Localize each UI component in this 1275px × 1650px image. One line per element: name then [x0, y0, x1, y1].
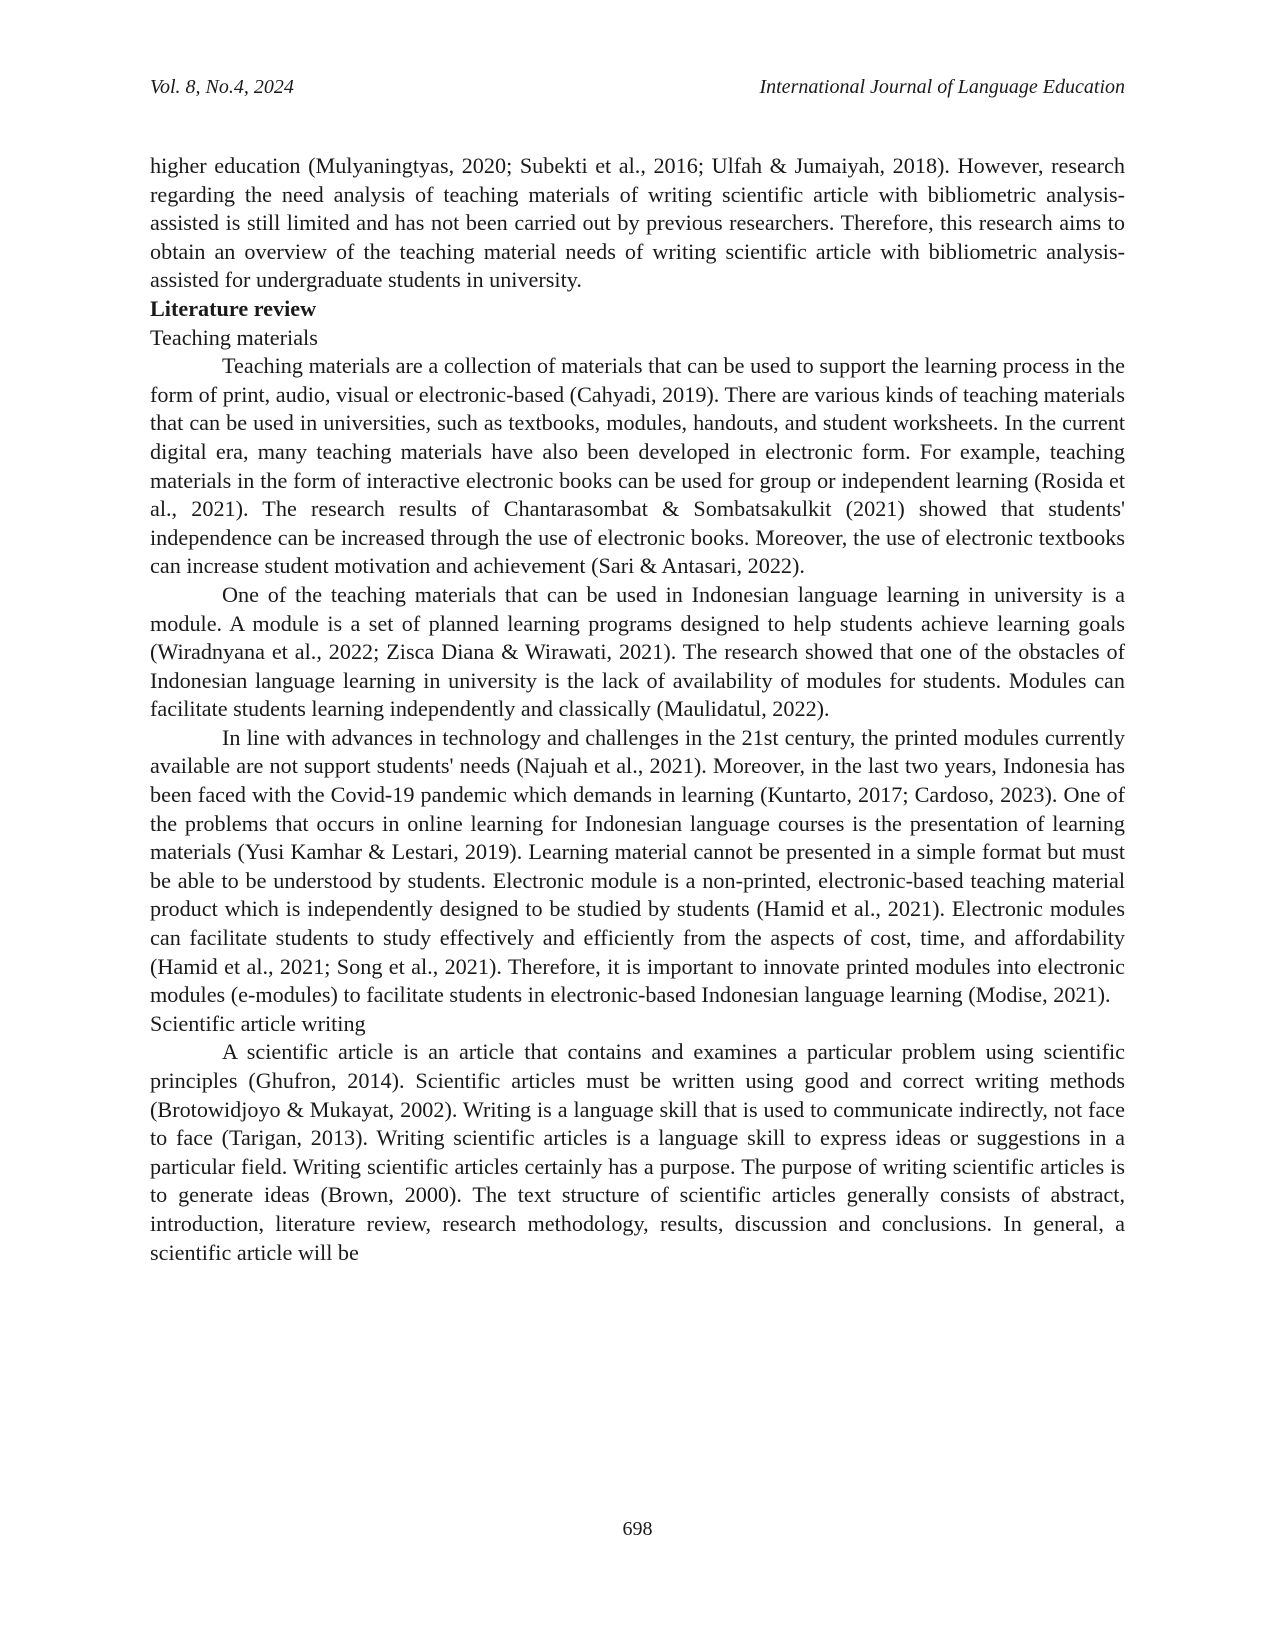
intro-paragraph: higher education (Mulyaningtyas, 2020; Subekti et al., 2016; Ulfah & Jumaiyah, 2018). However, research regarding the need analysis of teaching materials of writing scientific article with bibliometric analysis-assisted is still limited and has not been carried out by previous researchers. Therefore, this research aims to obtain an overview of the teaching material needs of writing scientific article with bibliometric analysis-assisted for undergraduate students in university.	[150, 153, 1125, 293]
subsection-heading-scientific-article-writing: Scientific article writing	[150, 1010, 366, 1036]
running-header-journal: International Journal of Language Education	[759, 76, 1125, 98]
paragraph: A scientific article is an article that contains and examines a particular problem using scientific principles (Ghufron, 2014). Scientific articles must be written using good and correct writing methods (Brotowidjoyo & Mukayat, 2002). Writing is a language skill that is used to communicate indirectly, not face to face (Tarigan, 2013). Writing scientific articles is a language skill to express ideas or suggestions in a particular field. Writing scientific articles certainly has a purpose. The purpose of writing scientific articles is to generate ideas (Brown, 2000). The text structure of scientific articles generally consists of abstract, introduction, literature review, research methodology, results, discussion and conclusions. In general, a scientific article will be	[150, 1039, 1125, 1265]
page-number: 698	[622, 1518, 653, 1540]
page-body	[150, 152, 1125, 1267]
paragraph: One of the teaching materials that can be used in Indonesian language learning in university is a module. A module is a set of planned learning programs designed to help students achieve learning goals (Wiradnyana et al., 2022; Zisca Diana & Wirawati, 2021). The research showed that one of the obstacles of Indonesian language learning in university is the lack of availability of modules for students. Modules can facilitate students learning independently and classically (Maulidatul, 2022).	[150, 581, 1125, 722]
running-header-volume: Vol. 8, No.4, 2024	[150, 76, 294, 98]
paragraph: Teaching materials are a collection of materials that can be used to support the learning process in the form of print, audio, visual or electronic-based (Cahyadi, 2019). There are various kinds of teaching materials that can be used in universities, such as textbooks, modules, handouts, and student worksheets. In the current digital era, many teaching materials have also been developed in electronic form. For example, teaching materials in the form of interactive electronic books can be used for group or independent learning (Rosida et al., 2021). The research results of Chantarasombat & Sombatsakulkit (2021) showed that students' independence can be increased through the use of electronic books. Moreover, the use of electronic textbooks can increase student motivation and achievement (Sari & Antasari, 2022).	[150, 353, 1125, 579]
paragraph: In line with advances in technology and challenges in the 21st century, the printed modules currently available are not support students' needs (Najuah et al., 2021). Moreover, in the last two years, Indonesia has been faced with the Covid-19 pandemic which demands in learning (Kuntarto, 2017; Cardoso, 2023). One of the problems that occurs in online learning for Indonesian language courses is the presentation of learning materials (Yusi Kamhar & Lestari, 2019). Learning material cannot be presented in a simple format but must be able to be understood by students. Electronic module is a non-printed, electronic-based teaching material product which is independently designed to be studied by students (Hamid et al., 2021). Electronic modules can facilitate students to study effectively and efficiently from the aspects of cost, time, and affordability (Hamid et al., 2021; Song et al., 2021). Therefore, it is important to innovate printed modules into electronic modules (e-modules) to facilitate students in electronic-based Indonesian language learning (Modise, 2021).	[150, 724, 1125, 1008]
section-heading-literature-review: Literature review	[150, 295, 317, 321]
subsection-heading-teaching-materials: Teaching materials	[150, 324, 318, 350]
